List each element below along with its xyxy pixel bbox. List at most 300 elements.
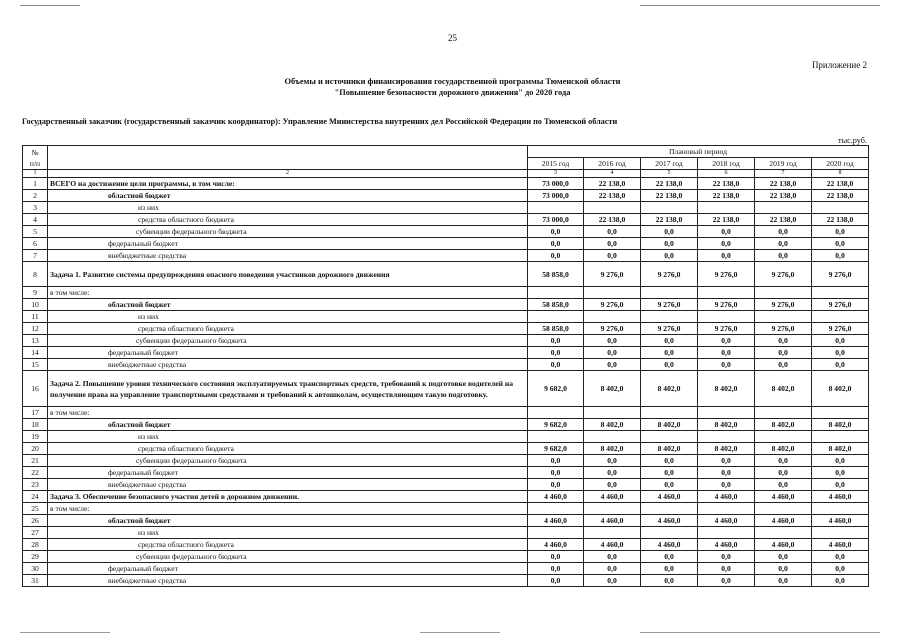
row-value: 0,0: [528, 359, 584, 371]
row-value: 4 460,0: [584, 539, 641, 551]
row-value: 0,0: [641, 347, 698, 359]
row-value: 4 460,0: [755, 539, 812, 551]
row-value: 0,0: [698, 238, 755, 250]
row-number: 19: [23, 431, 48, 443]
row-value: 58 858,0: [528, 262, 584, 287]
title-line-2: "Повышение безопасности дорожного движения" до 2020 года: [334, 88, 571, 97]
row-value: 0,0: [755, 575, 812, 587]
row-value: [528, 431, 584, 443]
row-value: 22 138,0: [641, 178, 698, 190]
row-number: 2: [23, 190, 48, 202]
row-number: 31: [23, 575, 48, 587]
row-value: [641, 503, 698, 515]
row-value: [698, 431, 755, 443]
row-value: 4 460,0: [698, 515, 755, 527]
row-value: 73 000,0: [528, 214, 584, 226]
row-value: [698, 503, 755, 515]
row-number: 7: [23, 250, 48, 262]
financing-table: [22, 145, 869, 587]
row-value: 4 460,0: [698, 491, 755, 503]
table-row: [23, 202, 869, 214]
table-row: [23, 527, 869, 539]
row-value: 8 402,0: [698, 371, 755, 407]
table-row: [23, 214, 869, 226]
row-value: 9 276,0: [584, 323, 641, 335]
row-value: 0,0: [641, 479, 698, 491]
row-value: 0,0: [584, 238, 641, 250]
row-value: 0,0: [698, 347, 755, 359]
row-name: в том числе:: [48, 287, 528, 299]
table-row: [23, 238, 869, 250]
table-row: [23, 407, 869, 419]
row-value: [528, 287, 584, 299]
row-value: [755, 527, 812, 539]
row-value: [698, 311, 755, 323]
row-value: 8 402,0: [698, 419, 755, 431]
row-value: 22 138,0: [755, 178, 812, 190]
row-value: 0,0: [698, 563, 755, 575]
row-value: 9 276,0: [755, 299, 812, 311]
row-value: [584, 431, 641, 443]
header-number-line2: п/п: [29, 158, 41, 168]
table-row: [23, 491, 869, 503]
column-number: 4: [584, 170, 641, 178]
table-row: [23, 250, 869, 262]
row-name: средства областного бюджета: [48, 539, 528, 551]
row-value: 73 000,0: [528, 190, 584, 202]
row-value: [755, 407, 812, 419]
row-value: 0,0: [528, 226, 584, 238]
row-value: 22 138,0: [584, 214, 641, 226]
row-value: 0,0: [812, 455, 869, 467]
row-name: областной бюджет: [48, 299, 528, 311]
row-number: 8: [23, 262, 48, 287]
document-title: [0, 76, 905, 98]
row-value: 9 682,0: [528, 443, 584, 455]
row-value: 0,0: [755, 226, 812, 238]
row-value: 0,0: [698, 467, 755, 479]
row-number: 30: [23, 563, 48, 575]
row-value: 22 138,0: [812, 214, 869, 226]
row-name: областной бюджет: [48, 419, 528, 431]
page-number: 25: [448, 33, 457, 43]
row-value: 0,0: [584, 563, 641, 575]
header-year: 2016 год: [584, 158, 641, 170]
table-row: [23, 455, 869, 467]
row-number: 23: [23, 479, 48, 491]
row-number: 9: [23, 287, 48, 299]
row-value: 0,0: [528, 563, 584, 575]
row-value: 58 858,0: [528, 299, 584, 311]
row-number: 10: [23, 299, 48, 311]
row-value: 0,0: [528, 575, 584, 587]
header-name: [48, 146, 528, 170]
row-value: 0,0: [698, 551, 755, 563]
row-number: 5: [23, 226, 48, 238]
row-name: в том числе:: [48, 503, 528, 515]
row-value: 0,0: [584, 575, 641, 587]
scan-edge-line: [420, 632, 500, 633]
row-value: 9 276,0: [812, 262, 869, 287]
row-value: 22 138,0: [641, 190, 698, 202]
row-number: 21: [23, 455, 48, 467]
row-value: [698, 527, 755, 539]
row-name: внебюджетные средства: [48, 575, 528, 587]
row-value: 0,0: [755, 551, 812, 563]
header-planned-period: Плановый период: [528, 146, 869, 158]
row-value: [641, 431, 698, 443]
row-value: 4 460,0: [584, 491, 641, 503]
row-value: 22 138,0: [812, 178, 869, 190]
row-number: 20: [23, 443, 48, 455]
row-value: 0,0: [698, 250, 755, 262]
row-value: 8 402,0: [755, 371, 812, 407]
row-value: 4 460,0: [641, 515, 698, 527]
row-name: Задача 1. Развитие системы предупреждения опасного поведения участников дорожного движения: [48, 262, 528, 287]
row-value: 9 276,0: [584, 262, 641, 287]
row-name: из них: [48, 431, 528, 443]
row-value: 22 138,0: [698, 178, 755, 190]
row-number: 26: [23, 515, 48, 527]
row-value: 8 402,0: [812, 371, 869, 407]
row-value: 0,0: [584, 551, 641, 563]
table-row: [23, 323, 869, 335]
row-value: 0,0: [755, 250, 812, 262]
column-number: 5: [641, 170, 698, 178]
row-value: [641, 202, 698, 214]
row-value: 0,0: [641, 563, 698, 575]
row-value: 9 276,0: [755, 262, 812, 287]
row-value: [755, 431, 812, 443]
row-name: в том числе:: [48, 407, 528, 419]
row-value: 9 276,0: [812, 323, 869, 335]
row-number: 3: [23, 202, 48, 214]
row-value: 9 276,0: [641, 262, 698, 287]
table-row: [23, 551, 869, 563]
row-value: [812, 527, 869, 539]
row-name: средства областного бюджета: [48, 443, 528, 455]
row-value: [528, 311, 584, 323]
row-value: [584, 527, 641, 539]
row-value: 4 460,0: [528, 515, 584, 527]
row-value: 9 276,0: [641, 323, 698, 335]
row-number: 22: [23, 467, 48, 479]
row-value: 9 682,0: [528, 419, 584, 431]
row-value: [812, 311, 869, 323]
row-value: 0,0: [755, 467, 812, 479]
row-name: федеральный бюджет: [48, 347, 528, 359]
row-name: ВСЕГО на достижение цели программы, в том числе:: [48, 178, 528, 190]
row-value: 22 138,0: [584, 190, 641, 202]
row-value: 8 402,0: [755, 443, 812, 455]
row-value: 0,0: [812, 347, 869, 359]
row-value: 0,0: [755, 359, 812, 371]
row-name: федеральный бюджет: [48, 238, 528, 250]
table-row: [23, 311, 869, 323]
row-value: [812, 202, 869, 214]
row-value: 0,0: [641, 226, 698, 238]
scan-edge-line: [640, 632, 880, 633]
row-value: [528, 202, 584, 214]
row-value: [755, 503, 812, 515]
row-number: 16: [23, 371, 48, 407]
row-value: 0,0: [698, 359, 755, 371]
row-value: [812, 431, 869, 443]
row-value: [755, 287, 812, 299]
row-value: [584, 202, 641, 214]
row-name: из них: [48, 527, 528, 539]
row-name: федеральный бюджет: [48, 563, 528, 575]
row-value: 22 138,0: [755, 214, 812, 226]
row-value: 0,0: [812, 479, 869, 491]
table-row: [23, 347, 869, 359]
row-value: 0,0: [584, 479, 641, 491]
table-row: [23, 262, 869, 287]
row-value: 0,0: [641, 335, 698, 347]
row-name: областной бюджет: [48, 190, 528, 202]
row-value: [812, 503, 869, 515]
row-value: [641, 407, 698, 419]
row-value: 4 460,0: [812, 515, 869, 527]
row-value: 8 402,0: [584, 419, 641, 431]
row-value: 0,0: [641, 467, 698, 479]
row-value: 8 402,0: [812, 419, 869, 431]
header-year: 2018 год: [698, 158, 755, 170]
row-value: 0,0: [812, 238, 869, 250]
row-value: 0,0: [528, 467, 584, 479]
header-number-line1: №: [31, 147, 39, 157]
row-name: Задача 2. Повышение уровня технического состояния эксплуатируемых транспортных средств, требований к подготовке водителей на получение права на управление транспортными средствами и требований к автошколам, осуществляющим такую подготовку.: [48, 371, 528, 407]
row-value: 9 682,0: [528, 371, 584, 407]
row-name: средства областного бюджета: [48, 323, 528, 335]
row-number: 13: [23, 335, 48, 347]
table-row: [23, 335, 869, 347]
units-label: тыс.руб.: [838, 136, 867, 145]
title-line-1: Объемы и источники финансирования государственной программы Тюменской области: [284, 77, 621, 86]
column-number: 6: [698, 170, 755, 178]
row-value: 9 276,0: [584, 299, 641, 311]
row-value: 4 460,0: [812, 491, 869, 503]
table-row: [23, 515, 869, 527]
row-value: 4 460,0: [755, 491, 812, 503]
row-value: 0,0: [528, 347, 584, 359]
table-row: [23, 563, 869, 575]
row-value: 8 402,0: [755, 419, 812, 431]
row-value: 0,0: [812, 563, 869, 575]
table-row: [23, 419, 869, 431]
row-value: 0,0: [698, 335, 755, 347]
row-number: 25: [23, 503, 48, 515]
row-value: 0,0: [812, 226, 869, 238]
row-name: субвенции федерального бюджета: [48, 226, 528, 238]
row-value: 22 138,0: [584, 178, 641, 190]
row-value: [641, 311, 698, 323]
row-name: из них: [48, 311, 528, 323]
row-value: [641, 527, 698, 539]
row-value: 4 460,0: [755, 515, 812, 527]
row-value: [755, 311, 812, 323]
table-row: [23, 287, 869, 299]
row-value: 0,0: [698, 226, 755, 238]
row-value: 0,0: [528, 250, 584, 262]
header-number: [23, 146, 48, 170]
row-number: 28: [23, 539, 48, 551]
row-value: 8 402,0: [641, 419, 698, 431]
row-value: 8 402,0: [641, 371, 698, 407]
row-value: 0,0: [755, 479, 812, 491]
row-number: 27: [23, 527, 48, 539]
row-number: 14: [23, 347, 48, 359]
row-name: Задача 3. Обеспечение безопасного участия детей в дорожном движении.: [48, 491, 528, 503]
row-value: 0,0: [584, 455, 641, 467]
row-value: 9 276,0: [698, 262, 755, 287]
row-value: [698, 287, 755, 299]
row-value: [812, 287, 869, 299]
row-value: 0,0: [812, 467, 869, 479]
row-value: 0,0: [641, 238, 698, 250]
row-value: 0,0: [812, 335, 869, 347]
table-row: [23, 359, 869, 371]
row-name: областной бюджет: [48, 515, 528, 527]
row-value: 0,0: [641, 359, 698, 371]
table-row: [23, 575, 869, 587]
row-value: 0,0: [755, 563, 812, 575]
table-row: [23, 539, 869, 551]
row-name: средства областного бюджета: [48, 214, 528, 226]
row-value: 0,0: [584, 359, 641, 371]
row-number: 6: [23, 238, 48, 250]
header-row: [23, 146, 869, 158]
row-value: 0,0: [755, 347, 812, 359]
row-value: 0,0: [698, 479, 755, 491]
row-value: 4 460,0: [528, 539, 584, 551]
header-year: 2017 год: [641, 158, 698, 170]
table-row: [23, 178, 869, 190]
row-value: 0,0: [698, 455, 755, 467]
row-value: 4 460,0: [698, 539, 755, 551]
table-row: [23, 479, 869, 491]
row-value: 8 402,0: [584, 443, 641, 455]
row-value: 8 402,0: [698, 443, 755, 455]
row-value: [584, 311, 641, 323]
row-value: 0,0: [584, 467, 641, 479]
row-value: 4 460,0: [641, 491, 698, 503]
row-value: [812, 407, 869, 419]
row-name: внебюджетные средства: [48, 479, 528, 491]
column-number: 7: [755, 170, 812, 178]
row-value: 4 460,0: [812, 539, 869, 551]
row-value: 0,0: [812, 551, 869, 563]
row-value: [584, 287, 641, 299]
state-customer: Государственный заказчик (государственный заказчик координатор): Управление Министерства внутренних дел Российской Федерации по Тюменской области: [22, 117, 618, 126]
table-row: [23, 371, 869, 407]
row-value: 9 276,0: [755, 323, 812, 335]
row-value: 0,0: [812, 575, 869, 587]
row-value: 0,0: [641, 551, 698, 563]
row-name: внебюджетные средства: [48, 250, 528, 262]
column-number: 3: [528, 170, 584, 178]
row-number: 4: [23, 214, 48, 226]
row-value: 4 460,0: [641, 539, 698, 551]
row-name: субвенции федерального бюджета: [48, 551, 528, 563]
row-name: федеральный бюджет: [48, 467, 528, 479]
row-value: 0,0: [584, 335, 641, 347]
row-value: 58 858,0: [528, 323, 584, 335]
header-year: 2015 год: [528, 158, 584, 170]
column-number: 2: [48, 170, 528, 178]
row-value: 0,0: [528, 479, 584, 491]
row-value: 0,0: [641, 250, 698, 262]
row-number: 29: [23, 551, 48, 563]
row-value: 8 402,0: [584, 371, 641, 407]
row-value: 0,0: [528, 551, 584, 563]
scan-edge-line: [640, 5, 880, 6]
table-row: [23, 443, 869, 455]
row-value: [641, 287, 698, 299]
row-value: 4 460,0: [528, 491, 584, 503]
row-value: 0,0: [698, 575, 755, 587]
row-number: 1: [23, 178, 48, 190]
row-value: 0,0: [528, 238, 584, 250]
row-value: 0,0: [755, 335, 812, 347]
row-value: [584, 503, 641, 515]
row-name: из них: [48, 202, 528, 214]
appendix-label: Приложение 2: [811, 60, 867, 70]
row-value: [528, 503, 584, 515]
row-value: 0,0: [584, 250, 641, 262]
table-row: [23, 467, 869, 479]
table-row: [23, 190, 869, 202]
table-row: [23, 299, 869, 311]
row-name: субвенции федерального бюджета: [48, 455, 528, 467]
row-value: 0,0: [641, 575, 698, 587]
row-value: [698, 202, 755, 214]
row-number: 17: [23, 407, 48, 419]
row-value: 9 276,0: [641, 299, 698, 311]
row-value: [755, 202, 812, 214]
row-number: 11: [23, 311, 48, 323]
row-value: 22 138,0: [698, 190, 755, 202]
row-name: субвенции федерального бюджета: [48, 335, 528, 347]
scan-edge-line: [20, 5, 80, 6]
row-value: 22 138,0: [755, 190, 812, 202]
column-numbers-row: [23, 170, 869, 178]
row-value: [584, 407, 641, 419]
row-number: 12: [23, 323, 48, 335]
row-name: внебюджетные средства: [48, 359, 528, 371]
row-number: 15: [23, 359, 48, 371]
row-value: 0,0: [812, 250, 869, 262]
row-value: [698, 407, 755, 419]
row-value: 22 138,0: [641, 214, 698, 226]
row-value: [528, 527, 584, 539]
row-value: 0,0: [584, 226, 641, 238]
header-year: 2019 год: [755, 158, 812, 170]
row-number: 24: [23, 491, 48, 503]
column-number: 8: [812, 170, 869, 178]
row-value: 9 276,0: [812, 299, 869, 311]
row-value: 73 000,0: [528, 178, 584, 190]
row-value: 22 138,0: [812, 190, 869, 202]
table-row: [23, 431, 869, 443]
row-value: 9 276,0: [698, 323, 755, 335]
table-row: [23, 226, 869, 238]
row-value: 0,0: [528, 455, 584, 467]
header-year: 2020 год: [812, 158, 869, 170]
row-value: 8 402,0: [812, 443, 869, 455]
row-value: 8 402,0: [641, 443, 698, 455]
row-value: 9 276,0: [698, 299, 755, 311]
